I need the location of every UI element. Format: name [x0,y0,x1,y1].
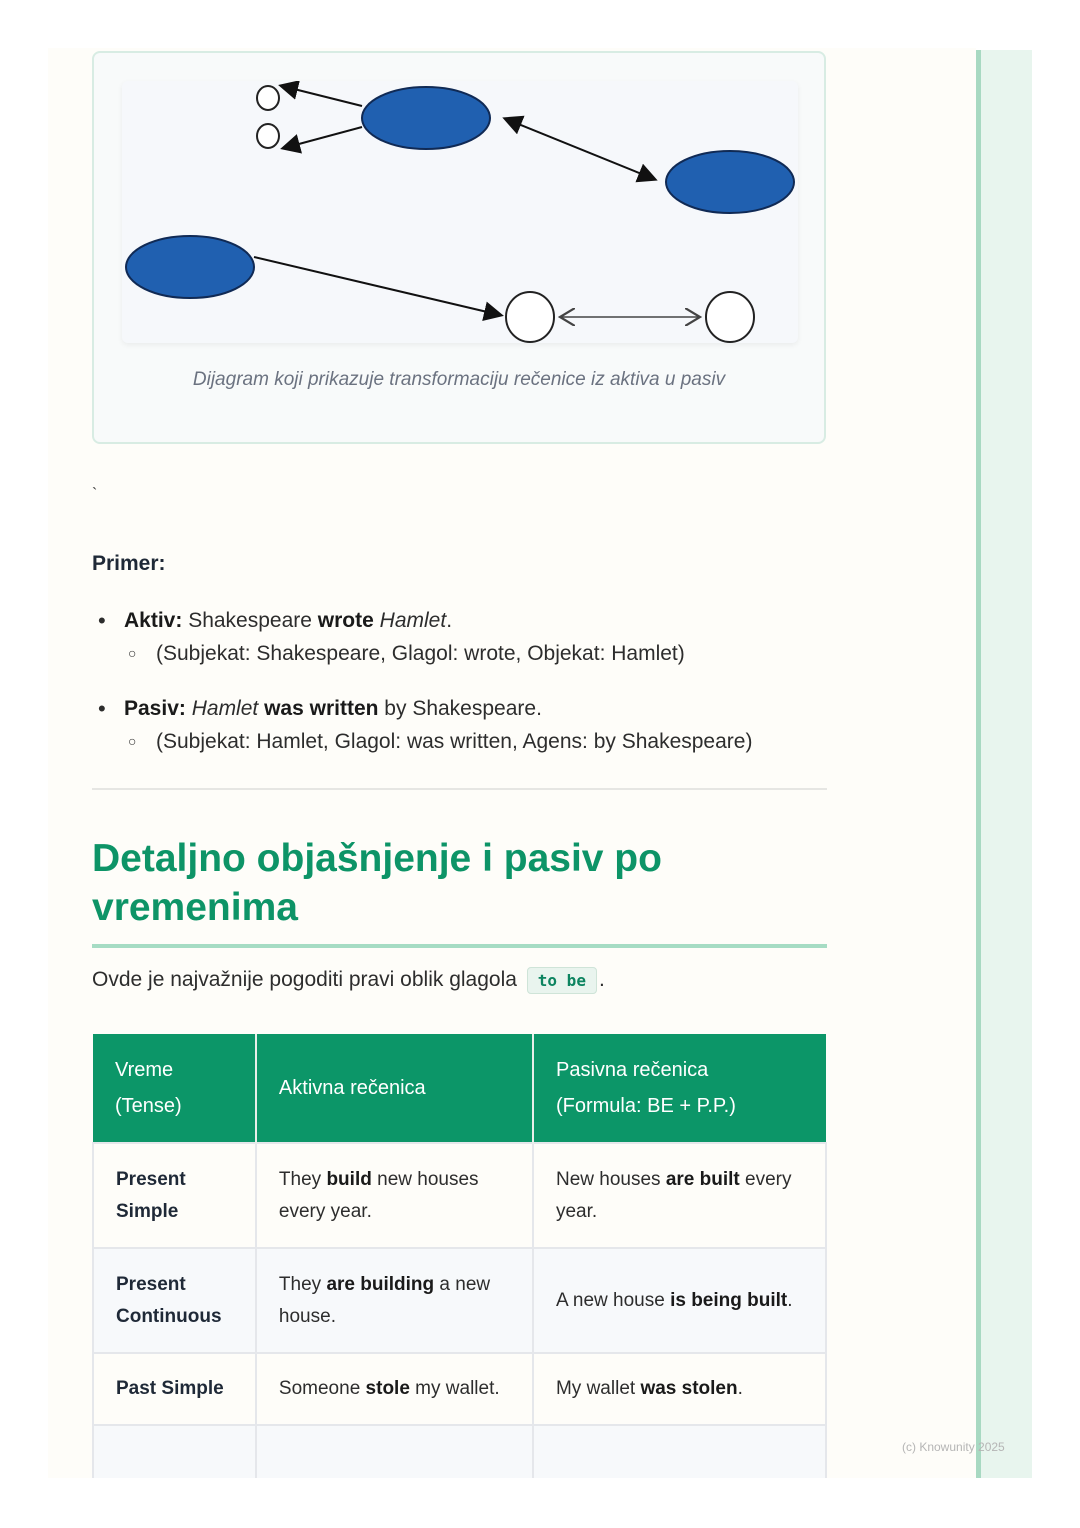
transformation-diagram-icon [122,81,798,343]
example-label: Aktiv: [124,609,183,632]
side-panel [976,50,1032,1478]
section-title: Detaljno objašnjenje i pasiv po vremenima [92,834,827,948]
cell-tense: Past Simple [93,1353,256,1425]
tense-table [92,1034,827,1478]
table-row [93,1143,826,1248]
section-intro: Ovde je najvažnije pogoditi pravi oblik glagola to be . [92,968,605,992]
example-heading: Primer: [92,552,166,575]
header-active: Aktivna rečenica [256,1034,533,1143]
document-page [48,48,976,1478]
cell-passive [533,1425,826,1478]
example-list [92,604,752,780]
cell-tense [93,1425,256,1478]
header-tense: Vreme (Tense) [93,1034,256,1143]
cell-tense: Present Continuous [93,1248,256,1353]
table-row [93,1353,826,1425]
cell-active: They are building a new house. [256,1248,533,1353]
stray-backtick: ` [92,486,98,503]
cell-active: Someone stole my wallet. [256,1353,533,1425]
figure-card [92,51,826,444]
example-item-active: • Aktiv: Shakespeare wrote Hamlet. ○ (Subjekat: Shakespeare, Glagol: wrote, Objekat: Hamlet) [92,604,752,670]
example-detail: ○ (Subjekat: Hamlet, Glagol: was written, Agens: by Shakespeare) [124,725,752,758]
inline-code: to be [527,967,597,994]
example-label: Pasiv: [124,697,186,720]
figure-caption: Dijagram koji prikazuje transformaciju rečenice iz aktiva u pasiv [192,369,726,390]
header-passive: Pasivna rečenica (Formula: BE + P.P.) [533,1034,826,1143]
cell-passive: A new house is being built. [533,1248,826,1353]
cell-active [256,1425,533,1478]
example-item-passive: • Pasiv: Hamlet was written by Shakespeare. ○ (Subjekat: Hamlet, Glagol: was written, Agens: by Shakespeare) [92,692,752,758]
table-header-row [93,1034,826,1143]
cell-active: They build new houses every year. [256,1143,533,1248]
table-row [93,1425,826,1478]
section-divider [92,788,827,790]
diagram-image [122,81,798,343]
copyright-footer: (c) Knowunity 2025 [902,1440,1005,1454]
cell-passive: New houses are built every year. [533,1143,826,1248]
cell-tense: Present Simple [93,1143,256,1248]
cell-passive: My wallet was stolen. [533,1353,826,1425]
table-row [93,1248,826,1353]
example-detail: ○ (Subjekat: Shakespeare, Glagol: wrote, Objekat: Hamlet) [124,637,752,670]
